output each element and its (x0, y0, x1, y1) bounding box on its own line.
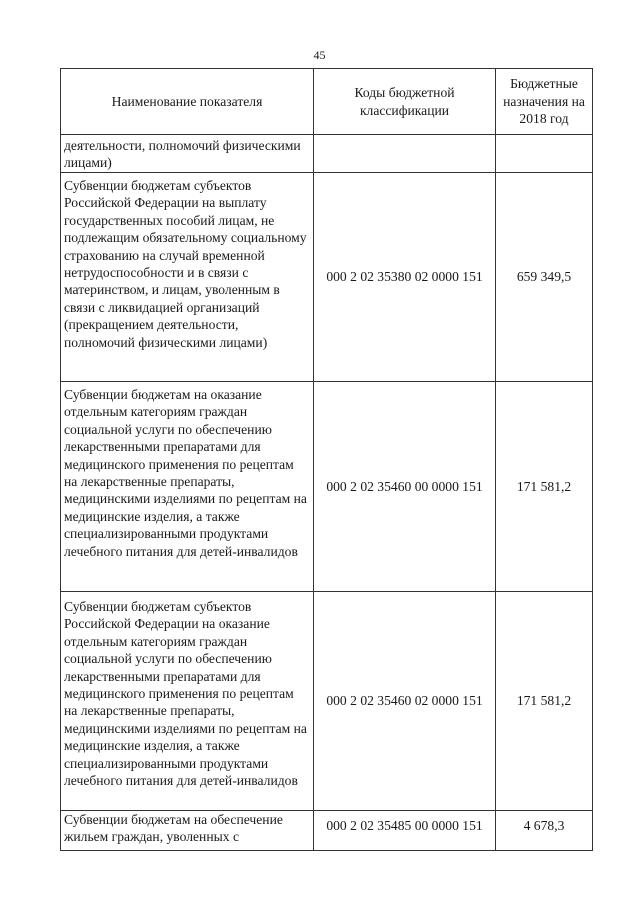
budget-table (60, 68, 593, 851)
row-name: Субвенции бюджетам на оказание отдельным категориям граждан социальной услуги по обеспечению лекарственными препаратами для медицинского применения по рецептам на лекарственные препараты, медицинскими изделиями по рецептам на медицинские изделия, а также специализированными продуктами лечебного питания для детей-инвалидов (61, 382, 314, 592)
row-code: 000 2 02 35485 00 0000 151 (314, 811, 496, 851)
row-code: 000 2 02 35460 00 0000 151 (314, 382, 496, 592)
row-name: Субвенции бюджетам субъектов Российской Федерации на выплату государственных пособий лицам, не подлежащим обязательному социальному страхованию на случай временной нетрудоспособности и в связи с материнством, и лицам, уволенным в связи с ликвидацией организаций (прекращением деятельности, полномочий физическими лицами) (61, 173, 314, 382)
row-amount: 4 678,3 (496, 811, 593, 851)
row-code: 000 2 02 35380 02 0000 151 (314, 173, 496, 382)
table-row (61, 592, 593, 811)
row-amount: 171 581,2 (496, 382, 593, 592)
header-code: Коды бюджетной классификации (314, 69, 496, 135)
row-name: деятельности, полномочий физическими лицами) (61, 135, 314, 173)
row-code: 000 2 02 35460 02 0000 151 (314, 592, 496, 811)
row-name: Субвенции бюджетам субъектов Российской Федерации на оказание отдельным категориям граждан социальной услуги по обеспечению лекарственными препаратами для медицинского применения по рецептам на лекарственные препараты, медицинскими изделиями по рецептам на медицинские изделия, а также специализированными продуктами лечебного питания для детей-инвалидов (61, 592, 314, 811)
row-code (314, 135, 496, 173)
page-number: 45 (313, 48, 326, 62)
table-row (61, 382, 593, 592)
row-name: Субвенции бюджетам на обеспечение жильем граждан, уволенных с (61, 811, 314, 851)
header-name: Наименование показателя (61, 69, 314, 135)
row-amount: 659 349,5 (496, 173, 593, 382)
table-row (61, 173, 593, 382)
table-header-row (61, 69, 593, 135)
header-amount: Бюджетные назначения на 2018 год (496, 69, 593, 135)
row-amount: 171 581,2 (496, 592, 593, 811)
table-row (61, 811, 593, 851)
table-row (61, 135, 593, 173)
row-amount (496, 135, 593, 173)
